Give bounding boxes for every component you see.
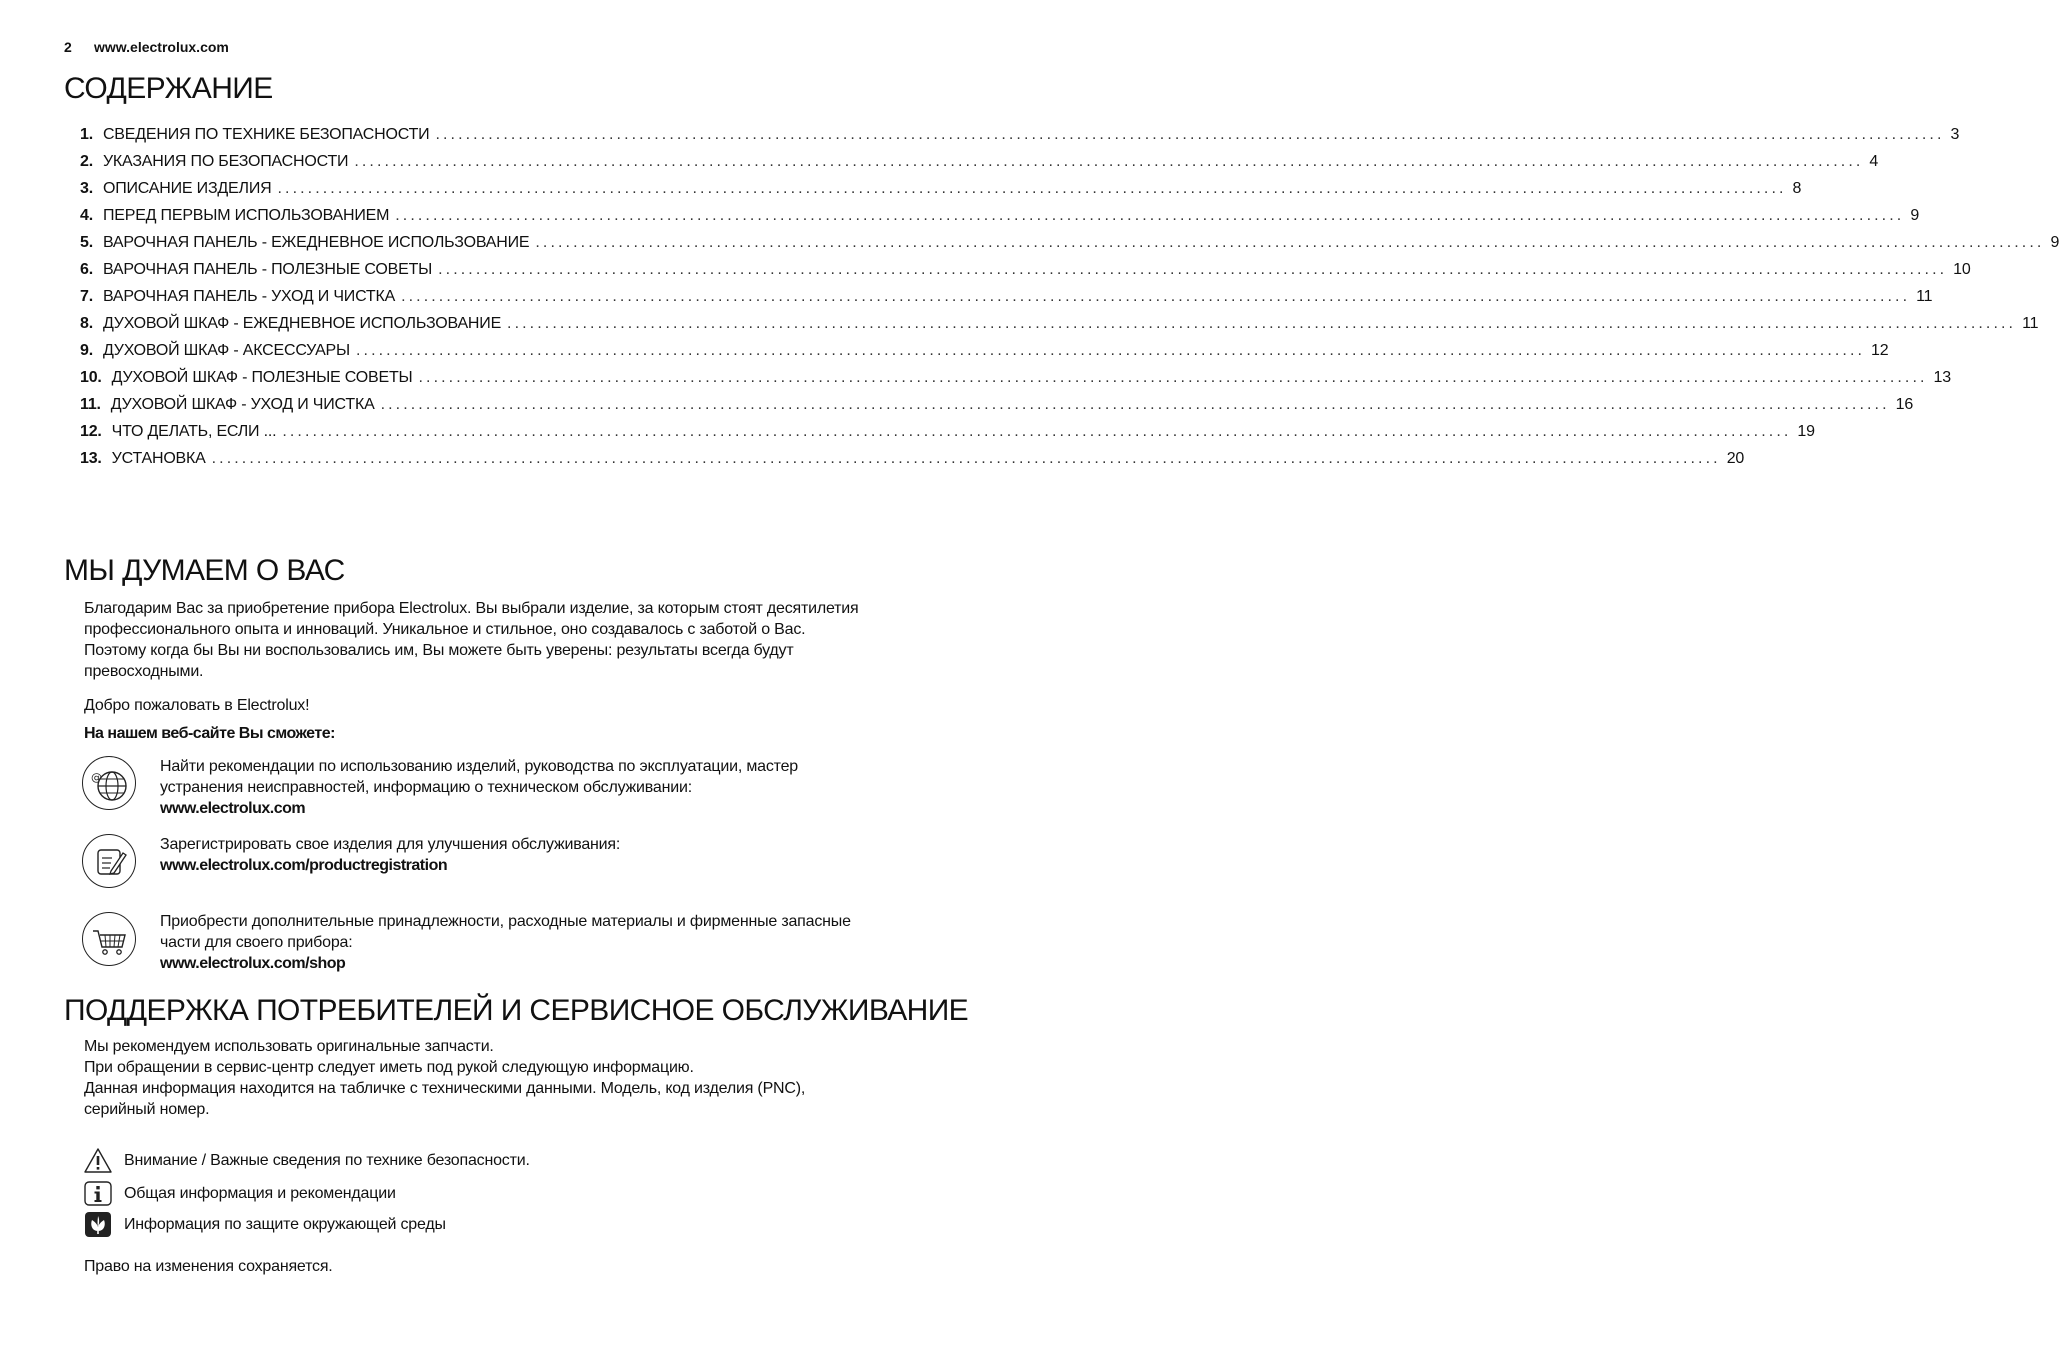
toc-item-title: ВАРОЧНАЯ ПАНЕЛЬ - ПОЛЕЗНЫЕ СОВЕТЫ [102, 261, 433, 278]
toc-leader-dots: ........................................................................................................................................................................................................ [277, 180, 1787, 197]
link-registration [160, 834, 895, 876]
toc-item[interactable] [80, 126, 1960, 153]
link-shop [160, 911, 895, 974]
toc-item[interactable] [80, 234, 2059, 261]
toc-item-page: 11 [1916, 288, 1933, 305]
toc-leader-dots: ........................................................................................................................................................................................................ [380, 396, 1890, 413]
toc-item[interactable] [80, 180, 1802, 207]
toc-item-page: 11 [2022, 315, 2039, 332]
link-desc-line: Приобрести дополнительные принадлежности, расходные материалы и фирменные запасные [160, 913, 851, 930]
about-paragraph [84, 598, 894, 682]
link-desc-line: Найти рекомендации по использованию изделий, руководства по эксплуатации, мастер [160, 758, 799, 775]
toc-item-page: 3 [1950, 126, 1960, 143]
toc-item-page: 9 [1910, 207, 1920, 224]
toc-item-number: 7. [80, 288, 93, 305]
toc-item[interactable] [80, 423, 1815, 450]
toc-leader-dots: ........................................................................................................................................................................................................ [507, 315, 2017, 332]
toc-item-title: ДУХОВОЙ ШКАФ - УХОД И ЧИСТКА [110, 396, 375, 413]
toc-leader-dots: ........................................................................................................................................................................................................ [282, 423, 1792, 440]
toc-item[interactable] [80, 369, 1951, 396]
registration-url-link[interactable]: www.electrolux.com/productregistration [160, 857, 448, 874]
toc-leader-dots: ........................................................................................................................................................................................................ [355, 342, 1866, 359]
toc-item-number: 11. [80, 396, 101, 413]
toc-item-page: 4 [1869, 153, 1879, 170]
toc-item[interactable] [80, 288, 1933, 315]
toc-leader-dots: ........................................................................................................................................................................................................ [401, 288, 1911, 305]
environment-icon [84, 1211, 112, 1239]
support-paragraph [84, 1036, 894, 1120]
toc-item-page: 12 [1871, 342, 1889, 359]
table-of-contents [80, 126, 2059, 477]
about-line: превосходными. [84, 663, 204, 680]
toc-item-title: ДУХОВОЙ ШКАФ - ПОЛЕЗНЫЕ СОВЕТЫ [111, 369, 413, 386]
toc-leader-dots: ........................................................................................................................................................................................................ [354, 153, 1864, 170]
toc-item-number: 9. [80, 342, 93, 359]
toc-item-number: 8. [80, 315, 93, 332]
footer-note: Право на изменения сохраняется. [84, 1258, 333, 1275]
link-desc-line: части для своего прибора: [160, 934, 353, 951]
support-line: Данная информация находится на табличке с техническими данными. Модель, код изделия (PNC), [84, 1080, 806, 1097]
about-line: Поэтому когда бы Вы ни воспользовались им, Вы можете быть уверены: результаты всегда будут [84, 642, 794, 659]
legend-text: Информация по защите окружающей среды [124, 1216, 446, 1233]
toc-leader-dots: ........................................................................................................................................................................................................ [435, 126, 1945, 143]
about-line: Благодарим Вас за приобретение прибора Electrolux. Вы выбрали изделие, за которым стоят десятилетия [84, 600, 859, 617]
toc-item-page: 10 [1953, 261, 1971, 278]
toc-item-number: 3. [80, 180, 93, 197]
toc-leader-dots: ........................................................................................................................................................................................................ [438, 261, 1948, 278]
toc-item[interactable] [80, 207, 1920, 234]
page-number: 2 [64, 39, 72, 55]
about-line: профессионального опыта и инноваций. Уникальное и стильное, оно создавалось с заботой о Вас. [84, 621, 806, 638]
toc-item-title: ОПИСАНИЕ ИЗДЕЛИЯ [102, 180, 272, 197]
support-url-link[interactable]: www.electrolux.com [160, 800, 306, 817]
toc-item-title: ДУХОВОЙ ШКАФ - ЕЖЕДНЕВНОЕ ИСПОЛЬЗОВАНИЕ [102, 315, 502, 332]
toc-leader-dots: ........................................................................................................................................................................................................ [211, 450, 1721, 467]
legend-info [84, 1180, 396, 1208]
toc-item-title: ЧТО ДЕЛАТЬ, ЕСЛИ ... [111, 423, 277, 440]
toc-leader-dots: ........................................................................................................................................................................................................ [395, 207, 1905, 224]
link-desc-line: Зарегистрировать свое изделия для улучшения обслуживания: [160, 836, 621, 853]
support-line: Мы рекомендуем использовать оригинальные запчасти. [84, 1038, 494, 1055]
toc-item[interactable] [80, 342, 1889, 369]
toc-item-title: СВЕДЕНИЯ ПО ТЕХНИКЕ БЕЗОПАСНОСТИ [102, 126, 430, 143]
welcome-text: Добро пожаловать в Electrolux! [84, 697, 310, 714]
about-title: МЫ ДУМАЕМ О ВАС [64, 554, 345, 587]
legend-warning [84, 1147, 530, 1175]
toc-item-title: УСТАНОВКА [111, 450, 206, 467]
toc-item-title: ДУХОВОЙ ШКАФ - АКСЕССУАРЫ [102, 342, 350, 359]
warning-icon [84, 1147, 112, 1175]
header-site-link[interactable]: www.electrolux.com [94, 39, 229, 55]
toc-item-number: 5. [80, 234, 93, 251]
toc-item-title: ПЕРЕД ПЕРВЫМ ИСПОЛЬЗОВАНИЕМ [102, 207, 390, 224]
toc-leader-dots: ........................................................................................................................................................................................................ [418, 369, 1928, 386]
toc-item-page: 19 [1797, 423, 1815, 440]
page-header [64, 39, 229, 55]
support-line: При обращении в сервис-центр следует иметь под рукой следующую информацию. [84, 1059, 694, 1076]
toc-item[interactable] [80, 396, 1914, 423]
legend-text: Внимание / Важные сведения по технике безопасности. [124, 1152, 530, 1169]
toc-item-number: 6. [80, 261, 93, 278]
toc-item-title: ВАРОЧНАЯ ПАНЕЛЬ - УХОД И ЧИСТКА [102, 288, 396, 305]
toc-item[interactable] [80, 315, 2039, 342]
toc-item-number: 2. [80, 153, 93, 170]
toc-item-page: 20 [1726, 450, 1745, 467]
website-heading: На нашем веб-сайте Вы сможете: [84, 725, 335, 742]
support-title: ПОДДЕРЖКА ПОТРЕБИТЕЛЕЙ И СЕРВИСНОЕ ОБСЛУЖИВАНИЕ [64, 994, 969, 1027]
legend-text: Общая информация и рекомендации [124, 1185, 396, 1202]
toc-item-title: ВАРОЧНАЯ ПАНЕЛЬ - ЕЖЕДНЕВНОЕ ИСПОЛЬЗОВАНИЕ [102, 234, 530, 251]
toc-item[interactable] [80, 153, 1879, 180]
toc-item[interactable] [80, 450, 1745, 477]
info-icon [84, 1180, 112, 1208]
legend-environment [84, 1211, 446, 1239]
toc-item-number: 1. [80, 126, 93, 143]
toc-title: СОДЕРЖАНИЕ [64, 72, 273, 105]
svg-text:@: @ [91, 771, 102, 784]
toc-item-page: 16 [1895, 396, 1914, 413]
shop-url-link[interactable]: www.electrolux.com/shop [160, 955, 346, 972]
support-line: серийный номер. [84, 1101, 210, 1118]
toc-item-number: 4. [80, 207, 93, 224]
toc-item-number: 12. [80, 423, 102, 440]
toc-item-number: 13. [80, 450, 102, 467]
globe-icon [82, 756, 136, 810]
shopping-cart-icon [82, 912, 136, 966]
toc-leader-dots: ........................................................................................................................................................................................................ [535, 234, 2045, 251]
link-support [160, 756, 895, 819]
toc-item-number: 10. [80, 369, 102, 386]
toc-item-title: УКАЗАНИЯ ПО БЕЗОПАСНОСТИ [102, 153, 349, 170]
link-desc-line: устранения неисправностей, информацию о техническом обслуживании: [160, 779, 692, 796]
toc-item[interactable] [80, 261, 1971, 288]
toc-item-page: 9 [2050, 234, 2059, 251]
toc-item-page: 13 [1933, 369, 1951, 386]
toc-item-page: 8 [1792, 180, 1802, 197]
registration-icon [82, 834, 136, 888]
